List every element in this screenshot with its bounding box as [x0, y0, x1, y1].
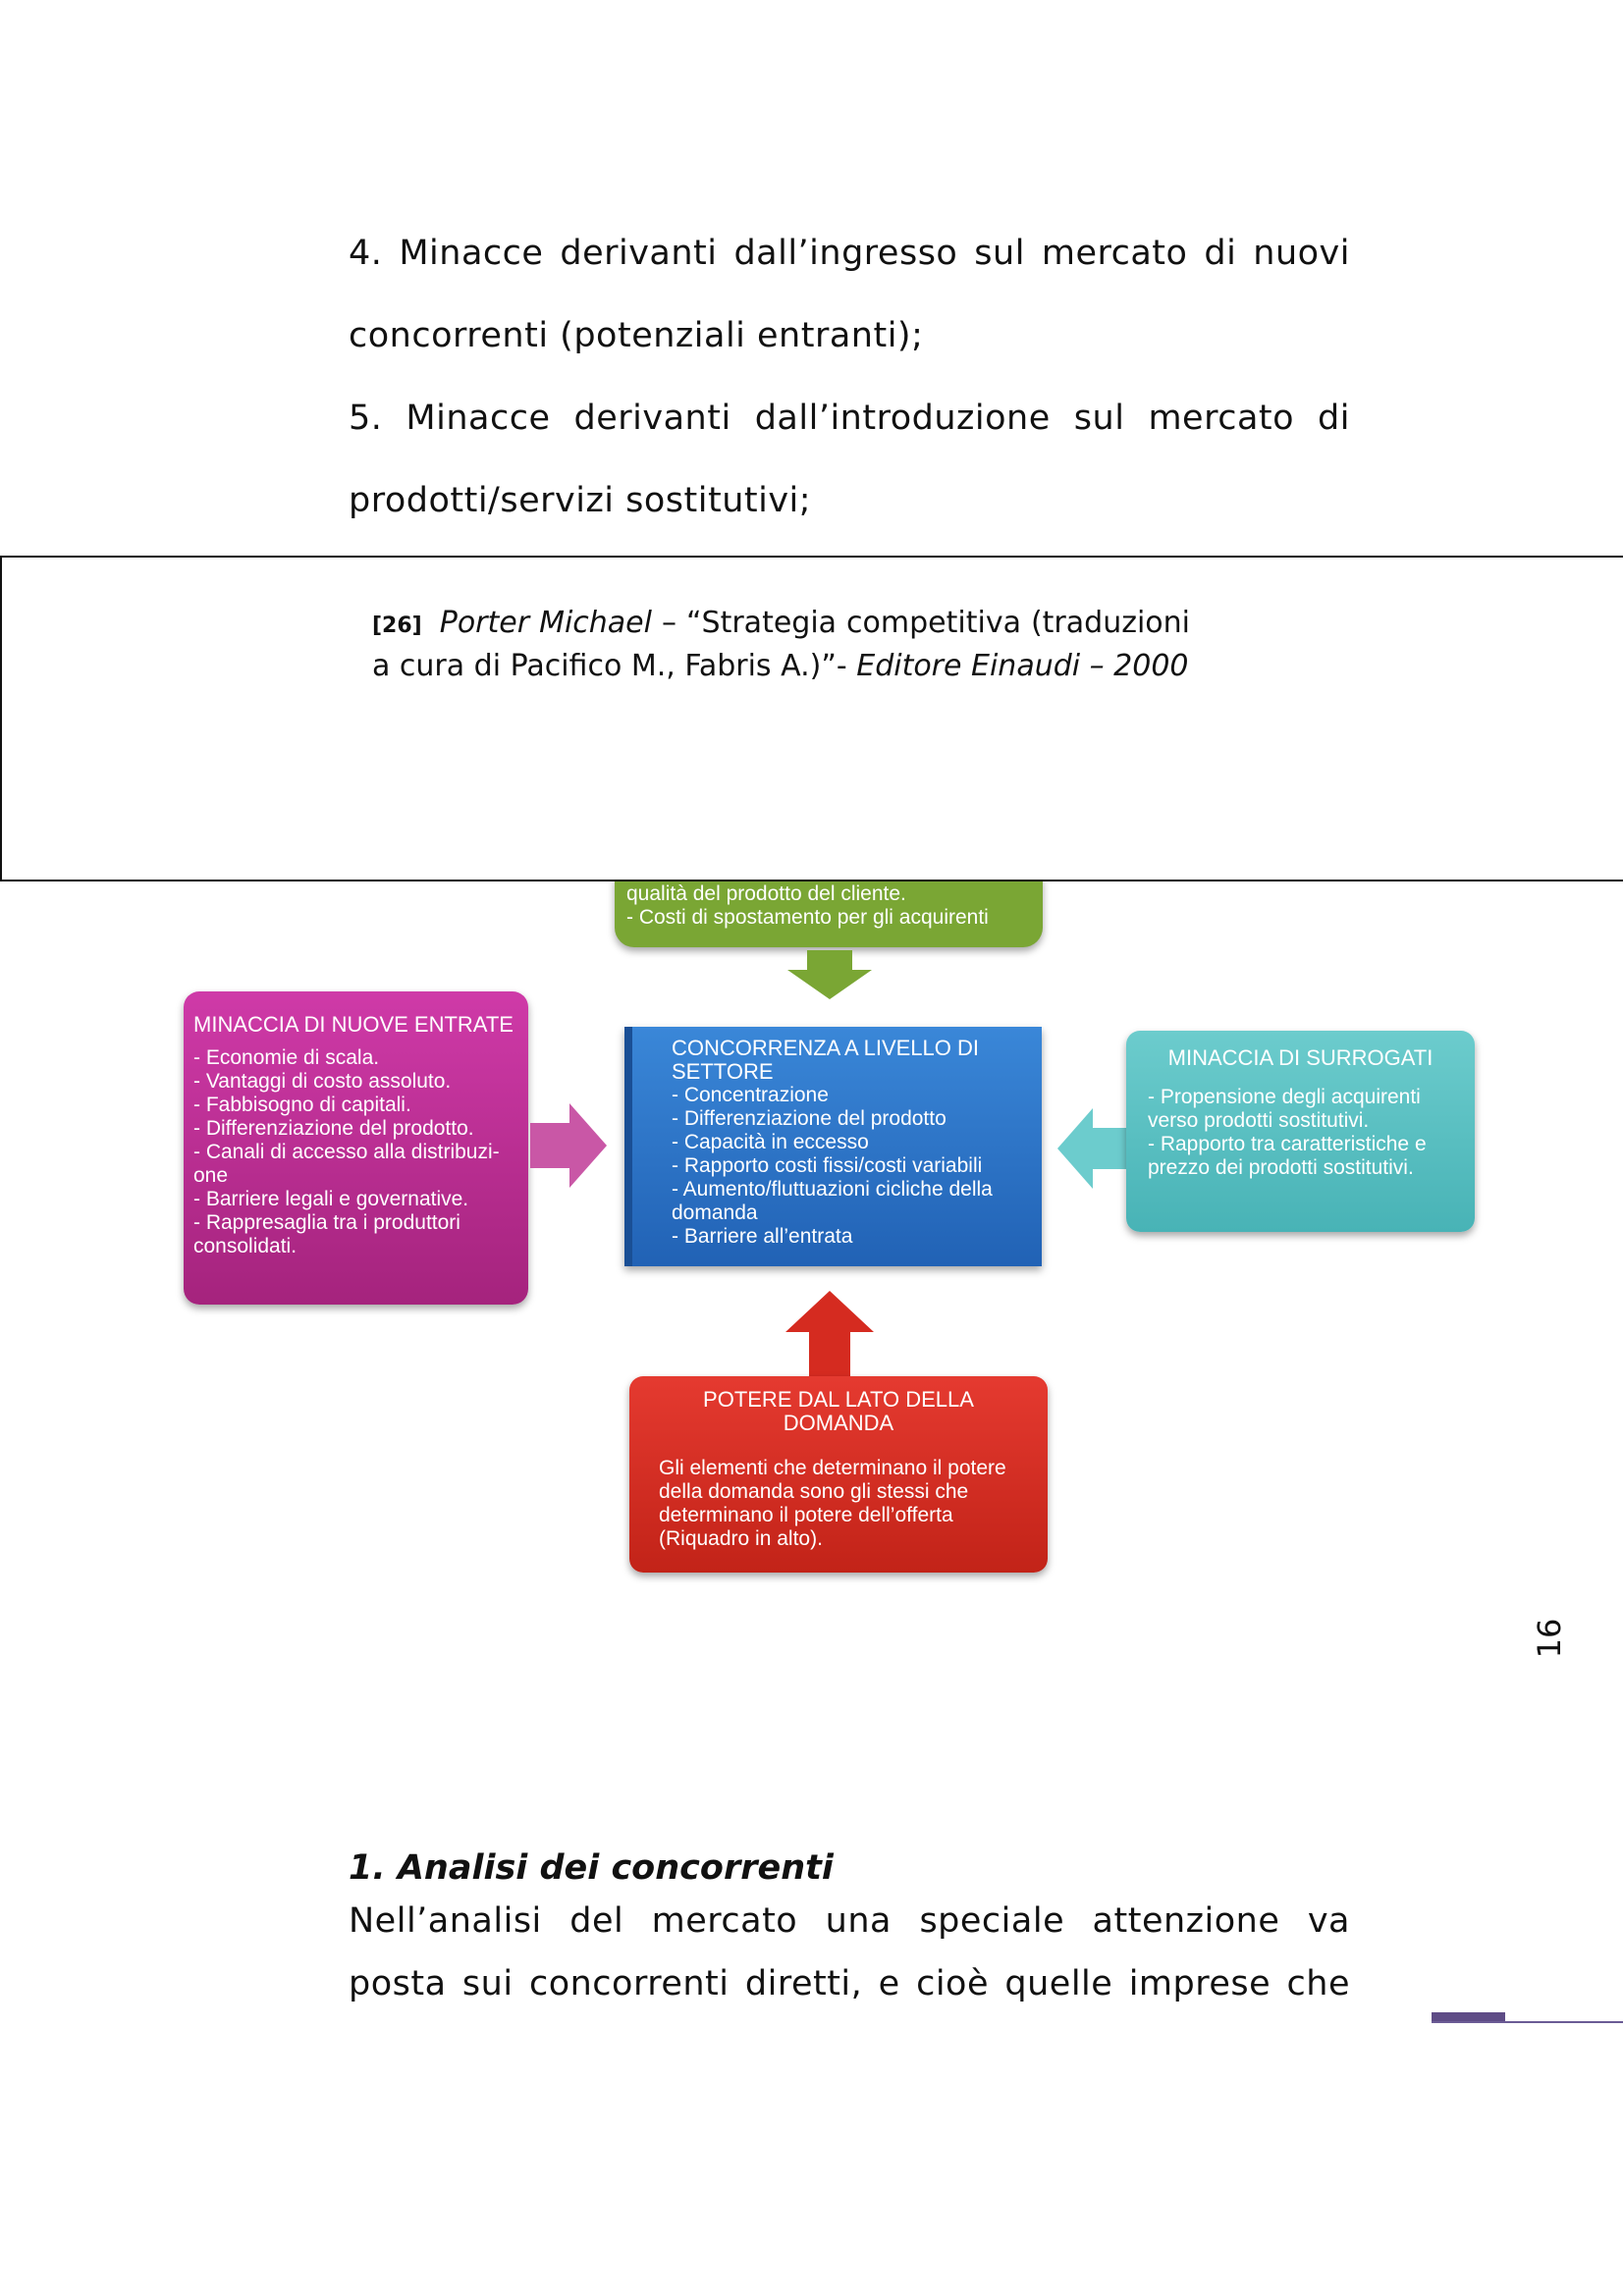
diagram-item: - Vantaggi di costo assoluto. [193, 1070, 452, 1093]
box-title: MINACCIA DI NUOVE ENTRATE [193, 1012, 514, 1037]
box-title: CONCORRENZA A LIVELLO DI SETTORE [672, 1036, 979, 1084]
footnote-title: “Strategia competitiva (traduzioni a cura di Pacifico M., Fabris A.)”- [372, 606, 1190, 683]
intro-line: 4. Minacce derivanti dall’ingresso sul mercato di nuovi [349, 234, 1350, 273]
diagram-item: - Barriere all’entrata [672, 1225, 853, 1248]
buyer-power-box [629, 1376, 1048, 1573]
diagram-item: - Rapporto tra caratteristiche e prezzo dei prodotti sostitutivi. [1148, 1133, 1427, 1179]
arrow-left-icon [1057, 1108, 1126, 1189]
diagram-item: - Rappresaglia tra i produttori consolidati. [193, 1211, 460, 1257]
section-paragraph [349, 1890, 1350, 2015]
supplier-power-box [615, 877, 1043, 947]
diagram-item: - Economie di scala. [193, 1046, 380, 1069]
section-line: Nell’analisi del mercato una speciale attenzione va [349, 1901, 1350, 1941]
footnote [372, 603, 1190, 686]
diagram-item: - Rapporto costi fissi/costi variabili [672, 1154, 983, 1177]
diagram-item: - Concentrazione [672, 1084, 829, 1106]
intro-paragraph [349, 212, 1350, 542]
box-text: Gli elementi che determinano il potere della domanda sono gli stessi che determinano il potere dell’offerta (Riquadro in alto). [659, 1457, 1006, 1550]
footnote-number: [26] [372, 614, 422, 638]
substitutes-box [1126, 1031, 1475, 1232]
section-heading: 1. Analisi dei concorrenti [349, 1848, 834, 1888]
diagram-item: - Aumento/fluttuazioni cicliche della domanda [672, 1178, 993, 1224]
box-title: MINACCIA DI SURROGATI [1167, 1045, 1434, 1070]
intro-line: 5. Minacce derivanti dall’introduzione sul mercato di [349, 399, 1350, 438]
box-title: POTERE DAL LATO DELLA DOMANDA [703, 1387, 974, 1435]
new-entrants-box [184, 991, 528, 1305]
diagram-item: - Capacità in eccesso [672, 1131, 869, 1153]
footnote-author: Porter Michael [439, 606, 652, 640]
decorative-line [1432, 2021, 1623, 2023]
diagram-item: - Costi di spostamento per gli acquirenti [626, 906, 989, 929]
footnote-dash: – [651, 606, 686, 640]
diagram-item: - Differenziazione del prodotto. [193, 1117, 474, 1140]
intro-line: prodotti/servizi sostitutivi; [349, 481, 812, 520]
intro-line: concorrenti (potenziali entranti); [349, 316, 924, 355]
industry-competition-box [624, 1027, 1042, 1266]
diagram-item: - Canali di accesso alla distribuzi-one [193, 1141, 500, 1187]
diagram-item: - Differenziazione del prodotto [672, 1107, 947, 1130]
diagram-item: - Fabbisogno di capitali. [193, 1094, 411, 1116]
arrow-up-icon [785, 1291, 874, 1379]
diagram-item: - Propensione degli acquirenti verso prodotti sostitutivi. [1148, 1086, 1421, 1132]
footnote-box [0, 556, 1623, 881]
arrow-right-icon [530, 1103, 609, 1188]
decorative-bar [1432, 2012, 1505, 2021]
section-line: posta sui concorrenti diretti, e cioè quelle imprese che [349, 1964, 1350, 2003]
footnote-publisher: Editore Einaudi – 2000 [856, 649, 1189, 683]
arrow-down-icon [785, 950, 874, 1001]
diagram-item: - Barriere legali e governative. [193, 1188, 469, 1210]
page-number: 16 [1531, 1618, 1568, 1659]
diagram-item: qualità del prodotto del cliente. [626, 882, 906, 905]
